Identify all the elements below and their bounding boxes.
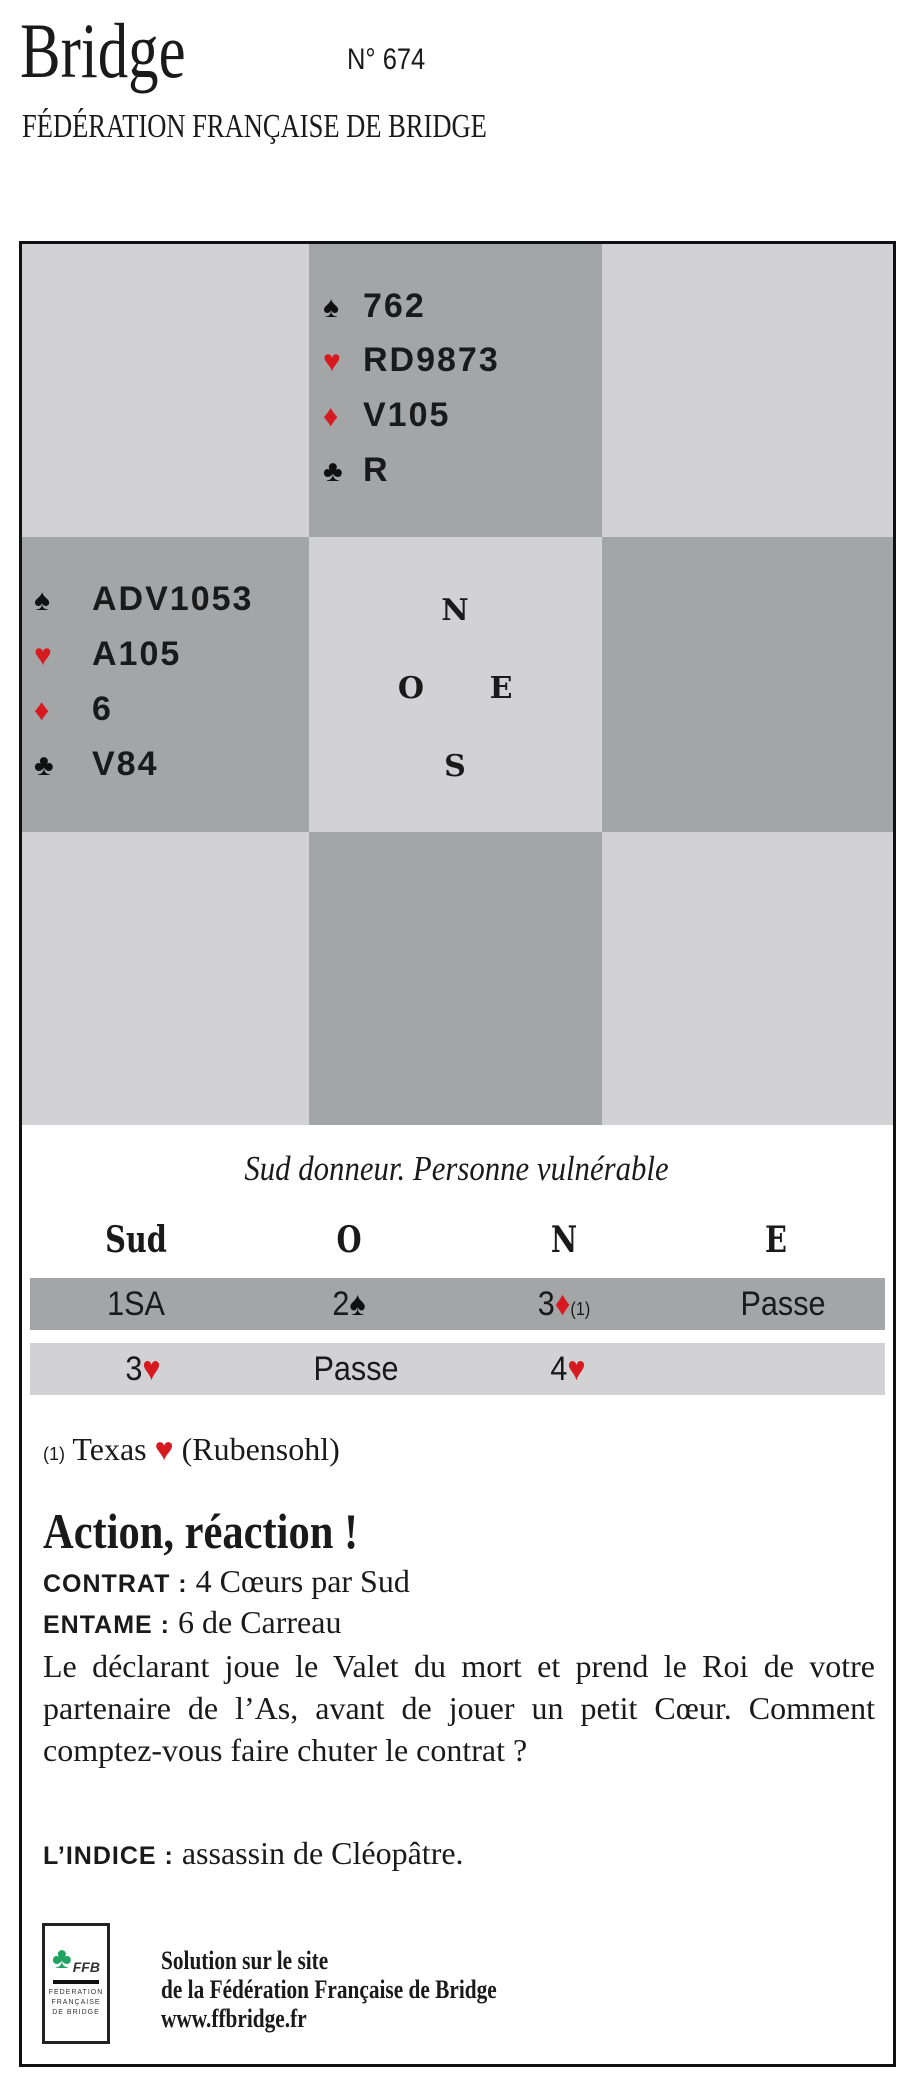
grid-cell: [602, 832, 893, 1125]
dealer-vulnerability: Sud donneur. Personne vulnérable: [244, 1149, 669, 1188]
hand-suit-row: [34, 747, 159, 781]
footnote: (1) Texas ♥ (Rubensohl): [43, 1431, 340, 1467]
bid: Passe: [740, 1285, 826, 1323]
hand-suit-row: [323, 289, 426, 323]
problem-text: Le déclarant joue le Valet du mort et prend le Roi de votre partenaire de l’As, avant de jouer un petit Cœur. Comment comptez-vous faire chuter le contrat ?: [43, 1648, 875, 1768]
issue-number: N° 674: [347, 43, 426, 76]
problem-heading: Action, réaction !: [43, 1503, 359, 1559]
heart-icon: ♥: [567, 1350, 586, 1388]
diamond-icon: ♦: [323, 400, 341, 433]
cards: RD9873: [363, 341, 500, 379]
cards: ADV1053: [92, 580, 254, 618]
cards: V84: [92, 745, 159, 783]
hand-suit-row: [34, 582, 253, 616]
bid: 1SA: [107, 1285, 165, 1323]
compass-south: S: [444, 749, 466, 784]
auction-header: E: [765, 1219, 787, 1261]
north-cell: [309, 244, 602, 537]
hand-suit-row: [323, 453, 390, 487]
grid-cell: [22, 244, 309, 537]
bid: 4♥: [550, 1350, 586, 1388]
south-cell: [309, 832, 602, 1125]
diamond-icon: ♦: [554, 1285, 571, 1323]
lead-line: ENTAME : 6 de Carreau: [43, 1604, 342, 1640]
cards: 6: [92, 690, 113, 728]
club-icon: ♣: [323, 455, 345, 488]
cards: R: [363, 451, 390, 489]
footnote-marker: (1): [570, 1299, 591, 1319]
solution-line: de la Fédération Française de Bridge: [161, 1975, 497, 2004]
diamond-icon: ♦: [34, 694, 52, 727]
club-icon: ♣: [34, 749, 56, 782]
cards: A105: [92, 635, 182, 673]
compass-cell: [309, 537, 602, 832]
spade-icon: ♠: [349, 1285, 366, 1323]
spade-icon: ♠: [323, 291, 341, 324]
east-cell: [602, 537, 893, 832]
tree-icon: ♣: [52, 1942, 72, 1975]
subtitle: FÉDÉRATION FRANÇAISE DE BRIDGE: [22, 108, 487, 145]
compass-west: O: [397, 671, 425, 706]
auction-header: O: [336, 1219, 362, 1261]
hand-suit-row: [34, 637, 181, 671]
auction-header: N: [550, 1219, 578, 1261]
hand-suit-row: [323, 343, 500, 377]
bid: 2♠: [332, 1285, 366, 1323]
heart-icon: ♥: [154, 1431, 174, 1467]
heart-icon: ♥: [34, 639, 54, 672]
bid: 3♥: [125, 1350, 161, 1388]
cards: V105: [363, 396, 451, 434]
spade-icon: ♠: [34, 584, 52, 617]
compass-north: N: [441, 593, 469, 628]
grid-cell: [602, 244, 893, 537]
bid: Passe: [313, 1350, 399, 1388]
hand-suit-row: [34, 692, 113, 726]
solution-line: Solution sur le site: [161, 1946, 329, 1975]
page-title: Bridge: [20, 7, 186, 94]
bid: 3♦(1): [537, 1285, 591, 1323]
grid-cell: [22, 832, 309, 1125]
ffb-logo: ♣ FFB FEDERATION FRANÇAISE DE BRIDGE: [42, 1923, 110, 2044]
hint-line: L’INDICE : assassin de Cléopâtre.: [43, 1835, 464, 1871]
heart-icon: ♥: [142, 1350, 161, 1388]
compass-east: E: [489, 671, 513, 706]
heart-icon: ♥: [323, 345, 343, 378]
logo-text: FFB: [72, 1959, 100, 1975]
hand-suit-row: [323, 398, 450, 432]
auction-header: Sud: [105, 1219, 167, 1261]
solution-url[interactable]: www.ffbridge.fr: [161, 2004, 307, 2033]
contract-line: CONTRAT : 4 Cœurs par Sud: [43, 1563, 410, 1599]
cards: 762: [363, 287, 426, 325]
